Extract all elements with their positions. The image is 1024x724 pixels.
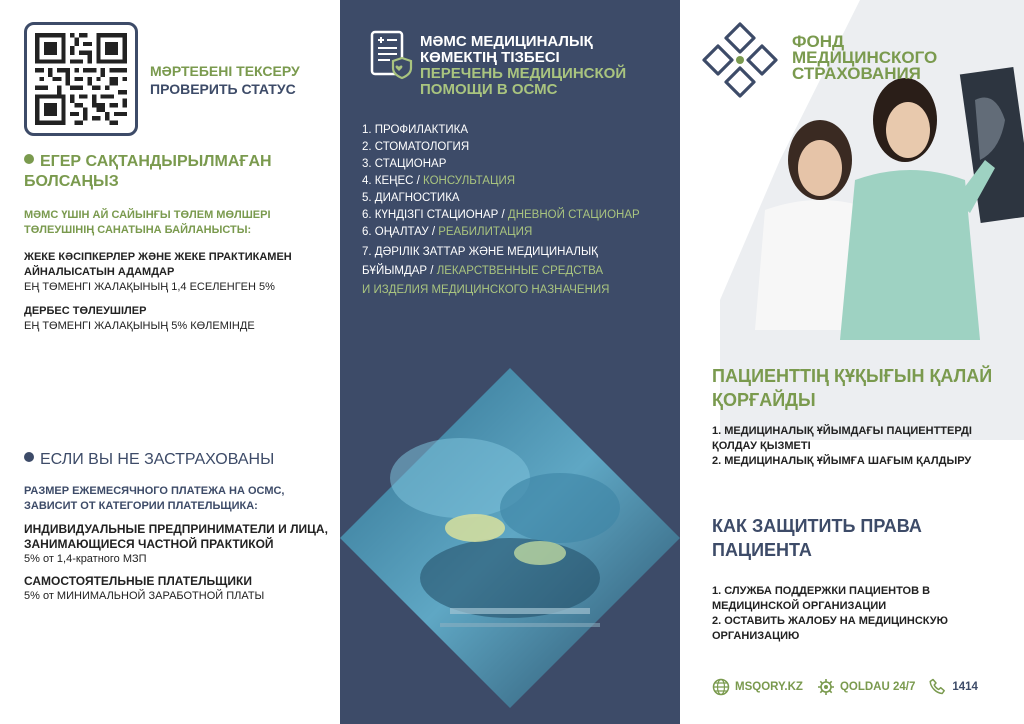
list-item: 1. ПРОФИЛАКТИКА	[362, 124, 468, 136]
category-title: ЖЕКЕ КӘСІПКЕРЛЕР ЖӘНЕ ЖЕКЕ ПРАКТИКАМЕН АЙНАЛЫСАТЫН АДАМДАР	[24, 251, 292, 278]
fund-logo-text	[792, 34, 992, 82]
check-status-kz: МӘРТЕБЕНІ ТЕКСЕРУ	[150, 63, 300, 79]
uninsured-heading-ru	[24, 450, 324, 470]
fund-logo-icon	[698, 18, 782, 102]
qr-code-icon[interactable]	[24, 22, 138, 136]
website-text: MSQORY.KZ	[735, 681, 803, 693]
title-kz-line1: МӘМС МЕДИЦИНАЛЫҚ	[420, 33, 593, 50]
category-entrepreneurs-ru	[24, 522, 334, 567]
title-ru-line2: ПОМОЩИ В ОСМС	[420, 81, 558, 98]
category-self-payers-kz	[24, 304, 334, 334]
document-shield-icon	[370, 30, 414, 80]
patient-rights-heading-kz: ПАЦИЕНТТІҢ ҚҰҚЫҒЫН ҚАЛАЙ ҚОРҒАЙДЫ	[712, 366, 993, 410]
title-ru-line1: ПЕРЕЧЕНЬ МЕДИЦИНСКОЙ	[420, 65, 627, 82]
bullet-icon	[24, 452, 34, 462]
list-item: 3. СТАЦИОНАР	[362, 158, 447, 170]
globe-icon	[712, 678, 730, 696]
bullet-icon	[24, 154, 34, 164]
category-text: 5% от МИНИМАЛЬНОЙ ЗАРАБОТНОЙ ПЛАТЫ	[24, 590, 265, 602]
uninsured-heading-ru-text: ЕСЛИ ВЫ НЕ ЗАСТРАХОВАНЫ	[40, 451, 275, 468]
category-title: ДЕРБЕС ТӨЛЕУШІЛЕР	[24, 305, 147, 317]
logo-line3: СТРАХОВАНИЯ	[792, 64, 921, 83]
category-text: ЕҢ ТӨМЕНГІ ЖАЛАҚЫНЫҢ 5% КӨЛЕМІНДЕ	[24, 320, 255, 332]
left-panel	[0, 0, 340, 724]
phone-link[interactable]	[929, 678, 978, 696]
patient-rights-list-kz: 1. МЕДИЦИНАЛЫҚ ҰЙЫМДАҒЫ ПАЦИЕНТТЕРДІ ҚОЛДАУ ҚЫЗМЕТІ 2. МЕДИЦИНАЛЫҚ ҰЙЫМҒА ШАҒЫМ ҚАЛДЫРУ	[712, 425, 972, 467]
logo-line1: ФОНД	[792, 32, 845, 51]
list-item: БҰЙЫМДАР / ЛЕКАРСТВЕННЫЕ СРЕДСТВА	[362, 265, 604, 277]
contacts-footer	[712, 678, 992, 696]
category-text: ЕҢ ТӨМЕНГІ ЖАЛАҚЫНЫҢ 1,4 ЕСЕЛЕНГЕН 5%	[24, 281, 275, 293]
middle-panel	[340, 0, 680, 724]
payment-size-kz: МӘМС ҮШІН АЙ САЙЫНҒЫ ТӨЛЕМ МӨЛШЕРІ ТӨЛЕУШІНІҢ САНАТЫНА БАЙЛАНЫСТЫ:	[24, 209, 271, 236]
check-status-label	[150, 62, 300, 98]
gear-icon	[817, 678, 835, 696]
list-item: 5. ДИАГНОСТИКА	[362, 192, 460, 204]
medical-care-list-title	[420, 34, 670, 98]
category-title: САМОСТОЯТЕЛЬНЫЕ ПЛАТЕЛЬЩИКИ	[24, 574, 252, 588]
category-entrepreneurs-kz	[24, 250, 334, 295]
support-text: QOLDAU 24/7	[839, 681, 916, 693]
list-item: 7. ДӘРІЛІК ЗАТТАР ЖӘНЕ МЕДИЦИНАЛЫҚ	[362, 246, 598, 258]
category-title: ИНДИВИДУАЛЬНЫЕ ПРЕДПРИНИМАТЕЛИ И ЛИЦА, ЗАНИМАЮЩИЕСЯ ЧАСТНОЙ ПРАКТИКОЙ	[24, 522, 328, 551]
phone-icon	[929, 678, 947, 696]
support-link[interactable]	[817, 678, 915, 696]
category-self-payers-ru	[24, 574, 334, 604]
phone-text: 1414	[952, 681, 978, 693]
logo-line2: МЕДИЦИНСКОГО	[792, 48, 938, 67]
right-panel	[680, 0, 1024, 724]
uninsured-heading-kz-text: ЕГЕР САҚТАНДЫРЫЛМАҒАН БОЛСАҢЫЗ	[24, 153, 272, 190]
check-status-ru: ПРОВЕРИТЬ СТАТУС	[150, 81, 296, 97]
uninsured-heading-kz	[24, 152, 324, 192]
list-item: 6. КҮНДІЗГІ СТАЦИОНАР / ДНЕВНОЙ СТАЦИОНАР	[362, 209, 640, 221]
list-item: 4. КЕҢЕС / КОНСУЛЬТАЦИЯ	[362, 175, 516, 187]
patient-rights-list-ru: 1. СЛУЖБА ПОДДЕРЖКИ ПАЦИЕНТОВ В МЕДИЦИНСКОЙ ОРГАНИЗАЦИИ 2. ОСТАВИТЬ ЖАЛОБУ НА МЕДИЦИНСКУЮ ОРГАНИЗАЦИЮ	[712, 585, 948, 642]
surgery-photo	[340, 368, 680, 708]
category-text: 5% от 1,4-кратного МЗП	[24, 553, 147, 565]
payment-size-ru: РАЗМЕР ЕЖЕМЕСЯЧНОГО ПЛАТЕЖА НА ОСМС, ЗАВИСИТ ОТ КАТЕГОРИИ ПЛАТЕЛЬЩИКА:	[24, 485, 285, 512]
website-link[interactable]	[712, 678, 803, 696]
list-item: 2. СТОМАТОЛОГИЯ	[362, 141, 470, 153]
patient-rights-heading-ru: КАК ЗАЩИТИТЬ ПРАВА ПАЦИЕНТА	[712, 516, 922, 560]
list-item: 6. ОҢАЛТАУ / РЕАБИЛИТАЦИЯ	[362, 226, 533, 238]
title-kz-line2: КӨМЕКТІҢ ТІЗБЕСІ	[420, 49, 560, 66]
medical-care-list	[362, 122, 672, 299]
list-item: И ИЗДЕЛИЯ МЕДИЦИНСКОГО НАЗНАЧЕНИЯ	[362, 284, 610, 296]
